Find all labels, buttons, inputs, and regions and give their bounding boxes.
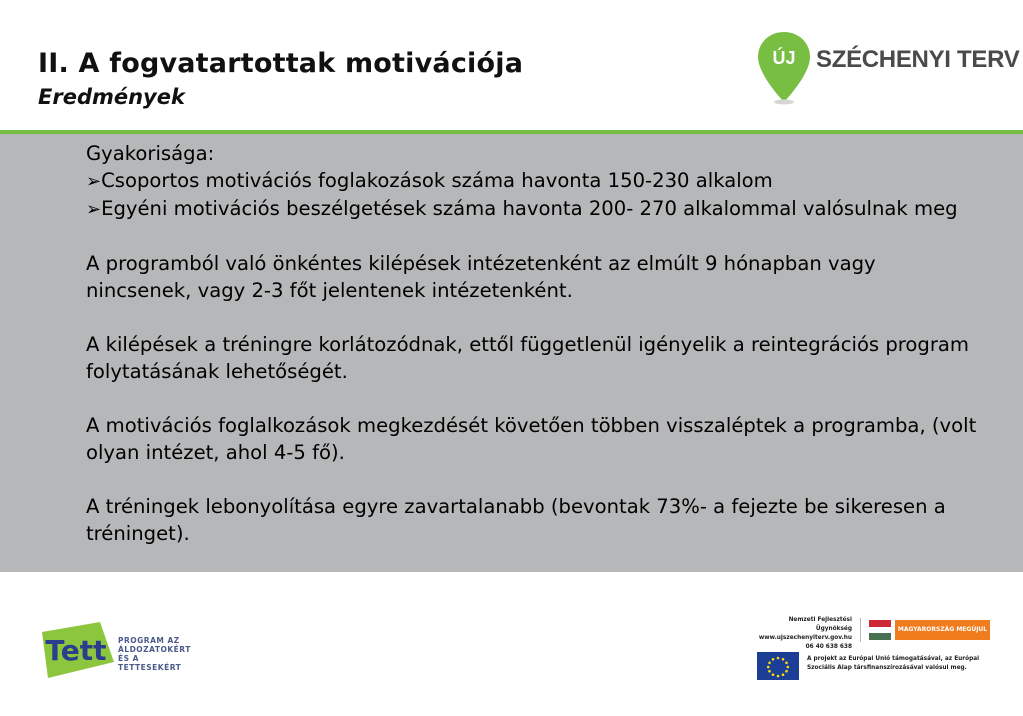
tett-tagline (118, 636, 198, 672)
list-item (86, 167, 986, 195)
map-pin-icon (756, 30, 812, 106)
tett-tagline-line: PROGRAM AZ (118, 636, 180, 645)
arrow-bullet-icon: ➢ (86, 171, 102, 192)
eu-line: A projekt az Európai Unió támogatásával, az Európai (807, 656, 980, 662)
paragraph-training-limits: A kilépések a tréningre korlátozódnak, ettől függetlenül igényelik a reintegrációs program folytatásának lehetőségét. (86, 333, 969, 383)
spacer (86, 304, 986, 331)
arrow-bullet-icon: ➢ (86, 199, 102, 220)
hungary-badge: MAGYARORSZÁG MEGÚJUL (895, 620, 990, 640)
logo-brand-text: SZÉCHENYI TERV (816, 46, 1020, 73)
tett-tagline-line: ÁLDOZATOKÉRT (118, 645, 191, 654)
nfu-line: 06 40 638 638 (805, 644, 852, 650)
spacer (86, 223, 986, 250)
content-text (86, 140, 986, 547)
funding-logos (757, 616, 997, 716)
nfu-info (757, 616, 852, 652)
bullet-text: Egyéni motivációs beszélgetések száma havonta 200- 270 alkalommal valósulnak meg (101, 197, 958, 220)
nfu-line: www.ujszechenyiterv.gov.hu (758, 635, 852, 641)
paragraph-completion: A tréningek lebonyolítása egyre zavartalanabb (bevontak 73%- a fejezte be sikeresen a tréninget). (86, 495, 946, 545)
logo-badge-text: ÚJ (772, 48, 796, 68)
paragraph-return: A motivációs foglalkozások megkezdését követően többen visszaléptek a programba, (volt olyan intézet, ahol 4-5 fő). (86, 414, 977, 464)
uj-szechenyi-terv-logo (756, 30, 1020, 106)
slide-subtitle: Eredmények (38, 85, 185, 109)
nfu-line: Nemzeti Fejlesztési Ügynökség (788, 617, 852, 632)
content-panel (0, 134, 1023, 572)
eu-funding-text (807, 655, 992, 673)
spacer (86, 385, 986, 412)
slide-header (0, 0, 1023, 130)
frequency-heading: Gyakorisága: (86, 142, 215, 165)
list-item (86, 195, 986, 223)
tett-tagline-line: ÉS A TETTESEKÉRT (118, 654, 182, 672)
bullet-text: Csoportos motivációs foglakozások száma havonta 150-230 alkalom (101, 169, 773, 192)
tett-program-logo (38, 618, 198, 682)
tett-logo-text: Tett (45, 634, 107, 667)
hungary-flag-icon (869, 620, 891, 640)
slide-footer (0, 572, 1023, 712)
spacer (86, 466, 986, 493)
hungary-logo (869, 620, 989, 640)
eu-flag-icon (757, 652, 799, 680)
logo-separator (860, 618, 861, 642)
tett-logo-graphic (38, 618, 118, 682)
slide-title: II. A fogvatartottak motivációja (38, 48, 524, 79)
eu-line: Szociális Alap társfinanszírozásával valósul meg. (807, 665, 967, 671)
paragraph-withdrawals: A programból való önkéntes kilépések intézetenként az elmúlt 9 hónapban vagy nincsenek, vagy 2-3 főt jelentenek intézetenként. (86, 252, 876, 302)
